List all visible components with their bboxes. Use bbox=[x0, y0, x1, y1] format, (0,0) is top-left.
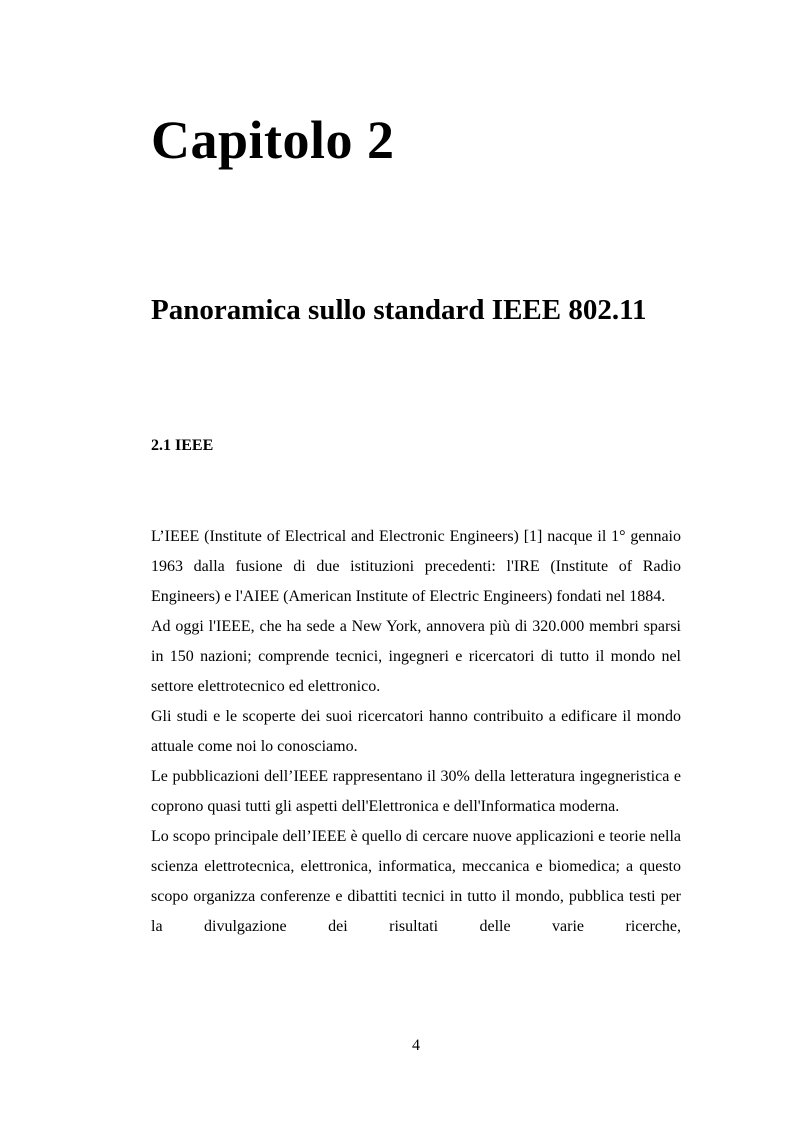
section-body bbox=[151, 522, 681, 942]
page-number: 4 bbox=[412, 1037, 420, 1054]
chapter-subtitle: Panoramica sullo standard IEEE 802.11 bbox=[151, 294, 647, 326]
paragraph: Gli studi e le scoperte dei suoi ricercatori hanno contribuito a edificare il mondo attuale come noi lo conosciamo. bbox=[151, 708, 681, 755]
paragraph: Le pubblicazioni dell’IEEE rappresentano il 30% della letteratura ingegneristica e coprono quasi tutti gli aspetti dell'Elettronica e dell'Informatica moderna. bbox=[151, 768, 681, 815]
paragraph: Lo scopo principale dell’IEEE è quello di cercare nuove applicazioni e teorie nella scienza elettrotecnica, elettronica, informatica, meccanica e biomedica; a questo scopo organizza conferenze e dibattiti tecnici in tutto il mondo, pubblica testi per la divulgazione dei risultati delle varie ricerche, bbox=[151, 828, 681, 935]
chapter-title: Capitolo 2 bbox=[151, 110, 395, 170]
paragraph: Ad oggi l'IEEE, che ha sede a New York, annovera più di 320.000 membri sparsi in 150 nazioni; comprende tecnici, ingegneri e ricercatori di tutto il mondo nel settore elettrotecnico ed elettronico. bbox=[151, 618, 681, 695]
paragraph: L’IEEE (Institute of Electrical and Electronic Engineers) [1] nacque il 1° gennaio 1963 dalla fusione di due istituzioni precedenti: l'IRE (Institute of Radio Engineers) e l'AIEE (American Institute of Electric Engineers) fondati nel 1884. bbox=[151, 528, 681, 605]
section-heading: 2.1 IEEE bbox=[151, 437, 214, 454]
